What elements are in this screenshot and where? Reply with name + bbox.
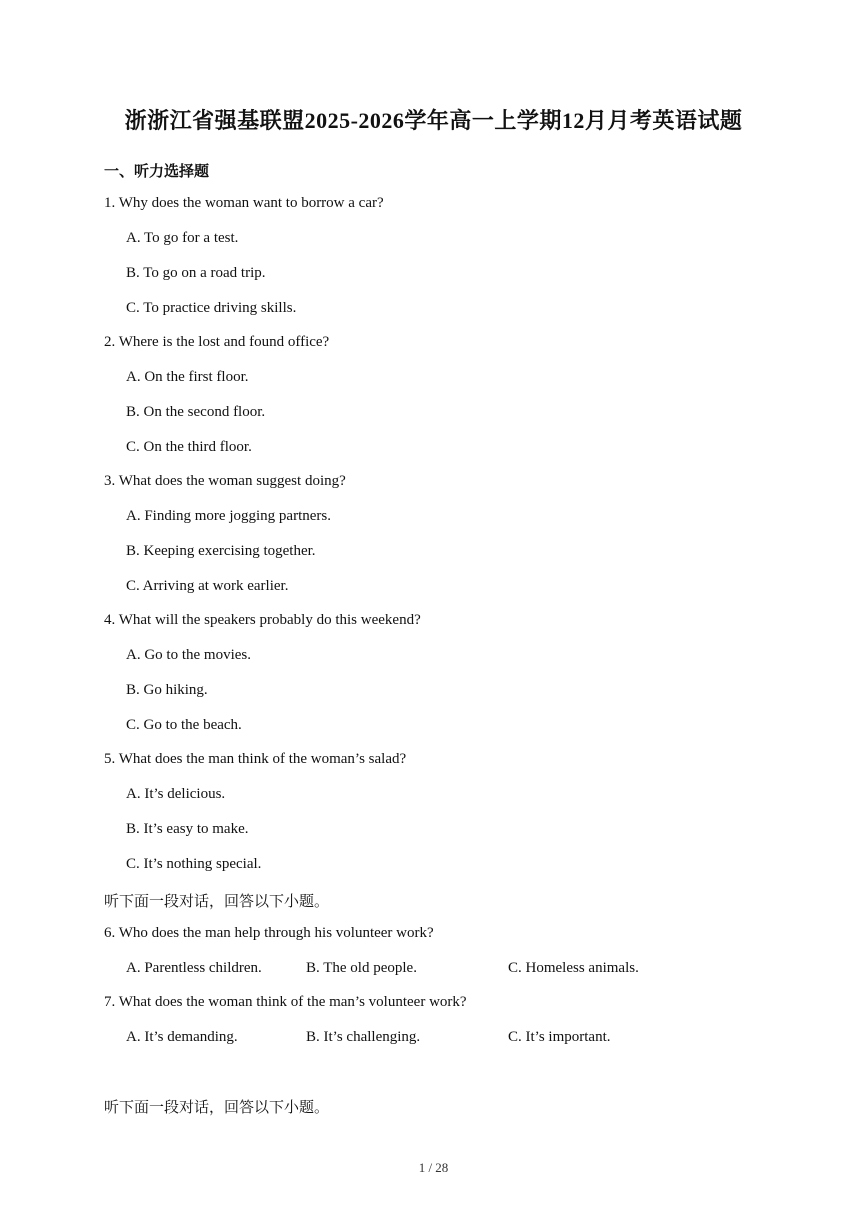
question-stem: 4. What will the speakers probably do this weekend? — [104, 612, 421, 628]
answer-option: B. It’s easy to make. — [126, 821, 249, 837]
answer-option: C. On the third floor. — [126, 439, 252, 455]
question-stem: 3. What does the woman suggest doing? — [104, 473, 346, 489]
answer-option: B. The old people. — [306, 960, 417, 976]
answer-option: C. Homeless animals. — [508, 960, 639, 976]
question-stem: 6. Who does the man help through his volunteer work? — [104, 925, 434, 941]
document-title: 浙浙江省强基联盟2025-2026学年高一上学期12月月考英语试题 — [124, 108, 743, 133]
answer-option: A. Go to the movies. — [126, 647, 251, 663]
answer-option: C. Go to the beach. — [126, 717, 242, 733]
dialogue-instruction: 听下面一段对话，回答以下小题。 — [104, 1100, 330, 1116]
answer-option: C. It’s nothing special. — [126, 856, 262, 872]
answer-option: A. On the first floor. — [126, 369, 249, 385]
page-number: 1 / 28 — [418, 1160, 449, 1175]
answer-option: A. To go for a test. — [126, 230, 239, 246]
question-stem: 5. What does the man think of the woman’s salad? — [104, 751, 407, 767]
question-stem: 1. Why does the woman want to borrow a car? — [104, 195, 384, 211]
question-stem: 2. Where is the lost and found office? — [104, 334, 330, 350]
answer-option: C. It’s important. — [508, 1029, 611, 1045]
answer-option: A. Parentless children. — [126, 960, 262, 976]
question-stem: 7. What does the woman think of the man’s volunteer work? — [104, 994, 467, 1010]
answer-option: C. Arriving at work earlier. — [126, 578, 289, 594]
answer-option: B. Keeping exercising together. — [126, 543, 316, 559]
dialogue-instruction: 听下面一段对话，回答以下小题。 — [104, 894, 330, 910]
answer-option: A. It’s demanding. — [126, 1029, 238, 1045]
section-heading: 一、听力选择题 — [104, 164, 210, 180]
answer-option: B. Go hiking. — [126, 682, 208, 698]
answer-option: B. On the second floor. — [126, 404, 266, 420]
answer-option: B. It’s challenging. — [306, 1029, 421, 1045]
answer-option: A. It’s delicious. — [126, 786, 226, 802]
answer-option: B. To go on a road trip. — [126, 265, 266, 281]
answer-option: C. To practice driving skills. — [126, 300, 297, 316]
answer-option: A. Finding more jogging partners. — [126, 508, 331, 524]
